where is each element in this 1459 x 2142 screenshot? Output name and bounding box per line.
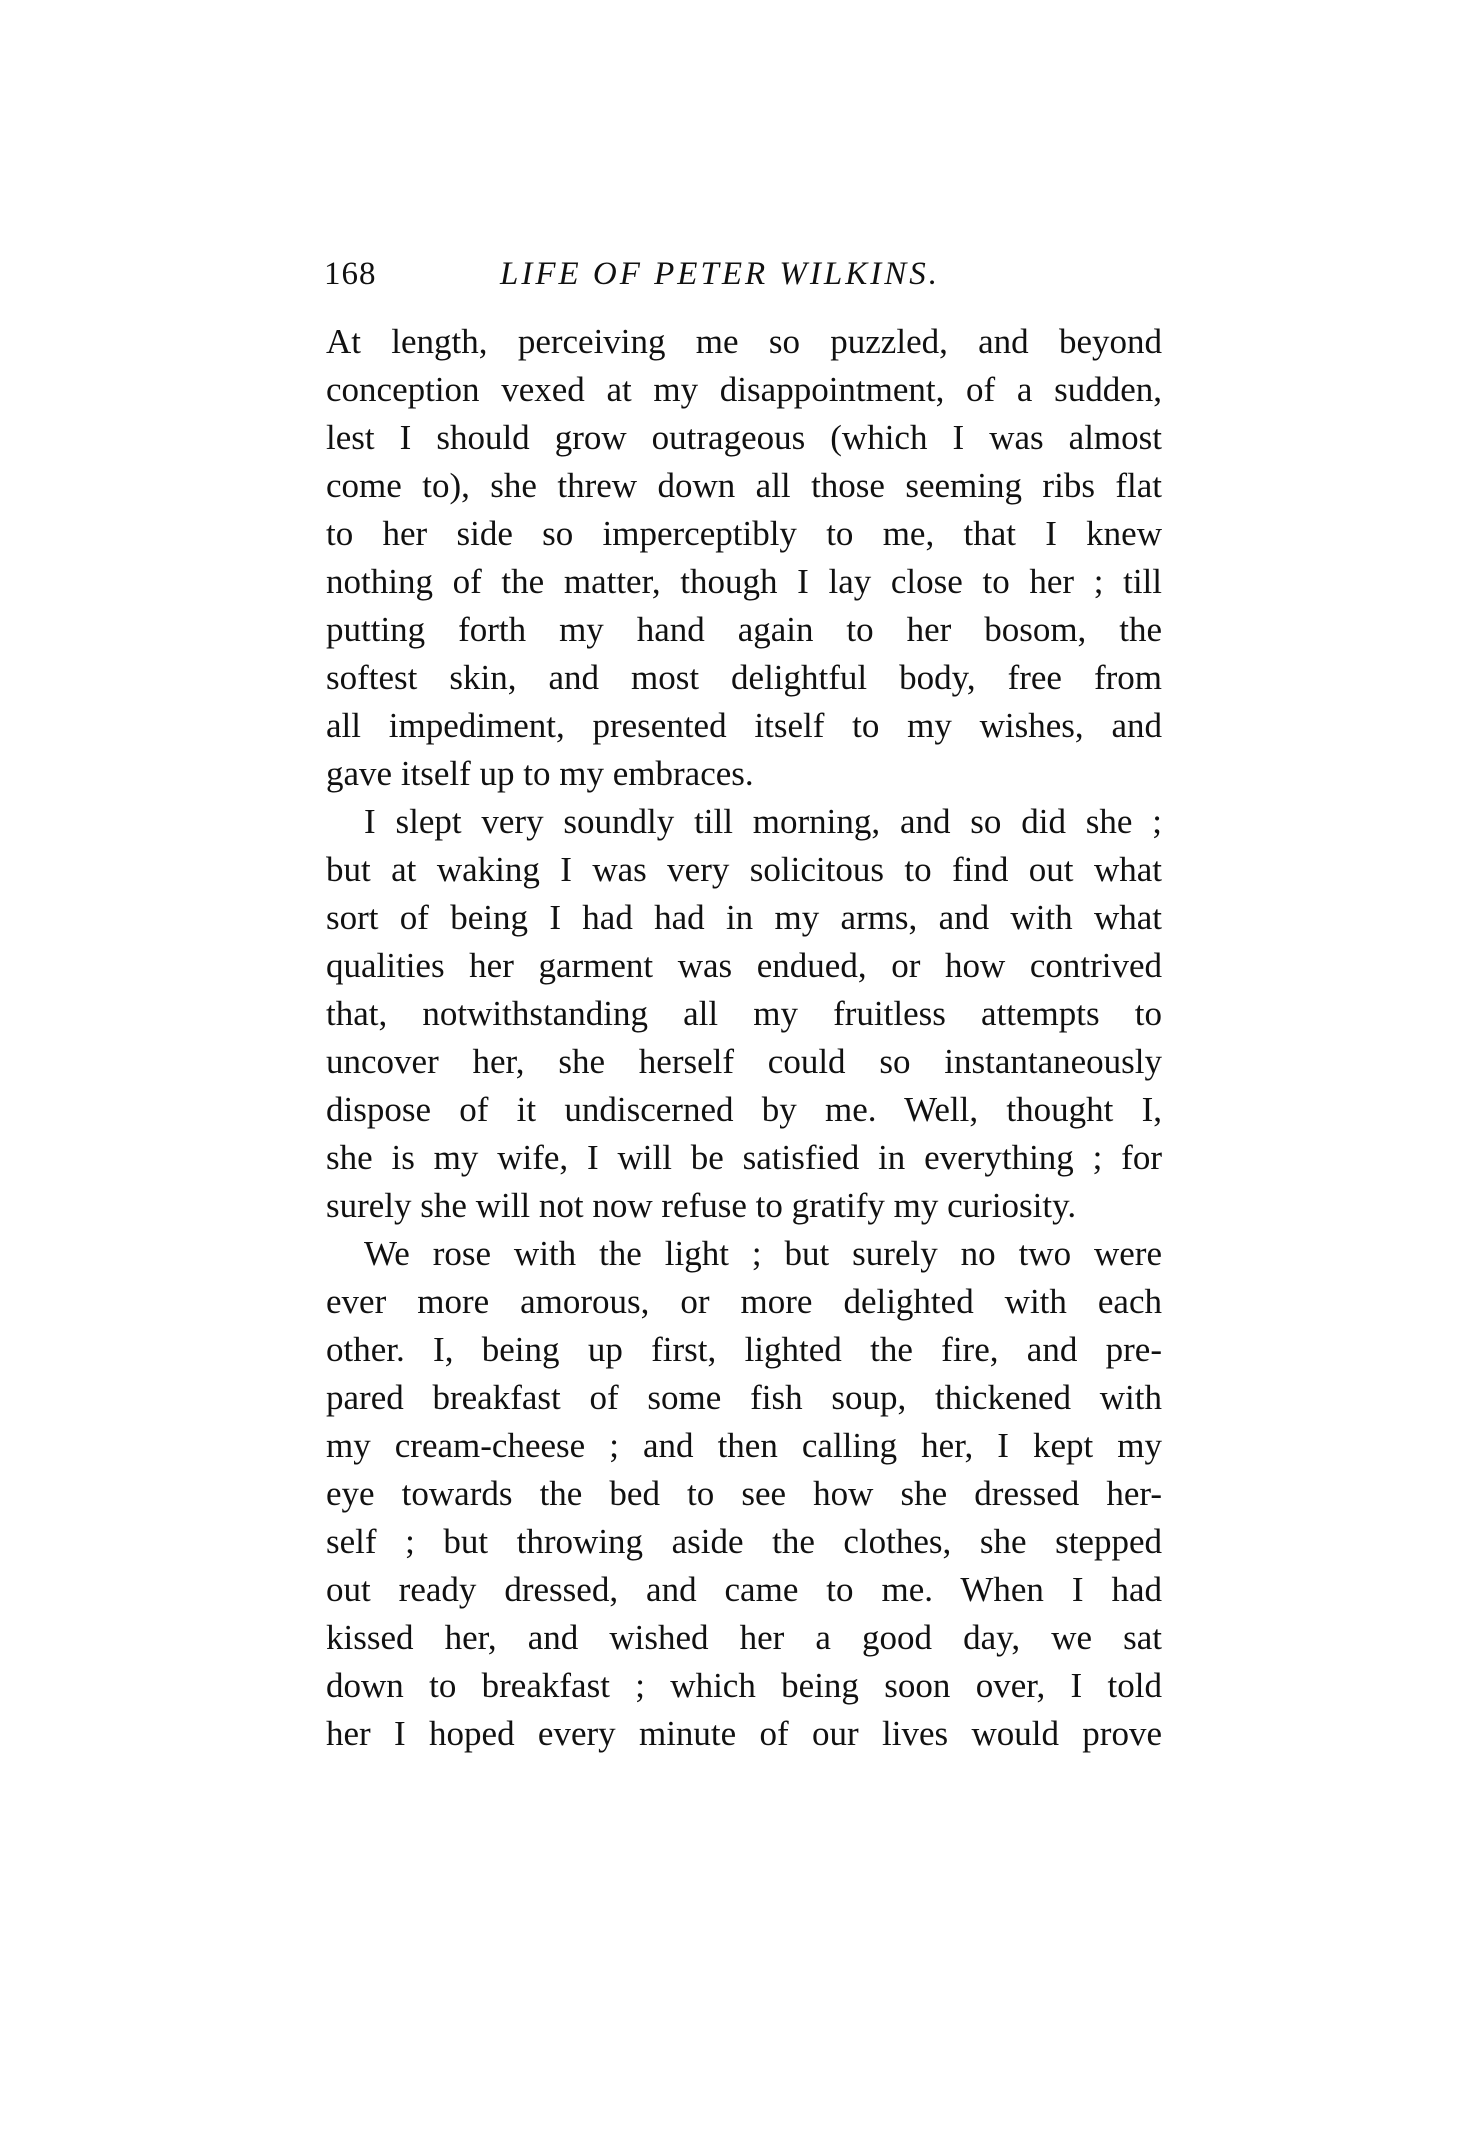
text-line: softest skin, and most delightful body, free from — [326, 658, 1162, 697]
text-line: At length, perceiving me so puzzled, and beyond — [326, 322, 1162, 361]
text-line: that, notwithstanding all my fruitless attempts to — [326, 994, 1162, 1033]
text-line: to her side so imperceptibly to me, that I knew — [326, 514, 1162, 553]
running-title: LIFE OF PETER WILKINS. — [500, 256, 940, 292]
paragraph-start-line: We rose with the light ; but surely no two were — [364, 1234, 1162, 1273]
text-line: eye towards the bed to see how she dressed her- — [326, 1474, 1162, 1513]
text-line: dispose of it undiscerned by me. Well, thought I, — [326, 1090, 1162, 1129]
body-text — [326, 318, 1162, 1758]
text-line: qualities her garment was endued, or how contrived — [326, 946, 1162, 985]
text-line: all impediment, presented itself to my wishes, and — [326, 706, 1162, 745]
paragraph-start-line: I slept very soundly till morning, and so did she ; — [364, 802, 1162, 841]
text-line: but at waking I was very solicitous to find out what — [326, 850, 1162, 889]
text-line: kissed her, and wished her a good day, we sat — [326, 1618, 1162, 1657]
text-line: pared breakfast of some fish soup, thickened with — [326, 1378, 1162, 1417]
text-line: my cream-cheese ; and then calling her, I kept my — [326, 1426, 1162, 1465]
text-line: she is my wife, I will be satisfied in everything ; for — [326, 1138, 1162, 1177]
text-line: other. I, being up first, lighted the fire, and pre- — [326, 1330, 1162, 1369]
page-header — [324, 252, 1164, 296]
page-number: 168 — [324, 256, 377, 292]
text-line: putting forth my hand again to her bosom, the — [326, 610, 1162, 649]
text-line: lest I should grow outrageous (which I was almost — [326, 418, 1162, 457]
text-line: her I hoped every minute of our lives would prove — [326, 1714, 1162, 1753]
text-line: conception vexed at my disappointment, of a sudden, — [326, 370, 1162, 409]
paragraph-end-line: surely she will not now refuse to gratify my curiosity. — [326, 1186, 1077, 1225]
text-line: nothing of the matter, though I lay close to her ; till — [326, 562, 1162, 601]
text-line: come to), she threw down all those seeming ribs flat — [326, 466, 1162, 505]
text-line: sort of being I had had in my arms, and with what — [326, 898, 1162, 937]
text-line: self ; but throwing aside the clothes, she stepped — [326, 1522, 1162, 1561]
paragraph-end-line: gave itself up to my embraces. — [326, 754, 754, 793]
text-line: out ready dressed, and came to me. When I had — [326, 1570, 1162, 1609]
text-line: uncover her, she herself could so instantaneously — [326, 1042, 1162, 1081]
text-line: ever more amorous, or more delighted with each — [326, 1282, 1162, 1321]
text-line: down to breakfast ; which being soon over, I told — [326, 1666, 1162, 1705]
